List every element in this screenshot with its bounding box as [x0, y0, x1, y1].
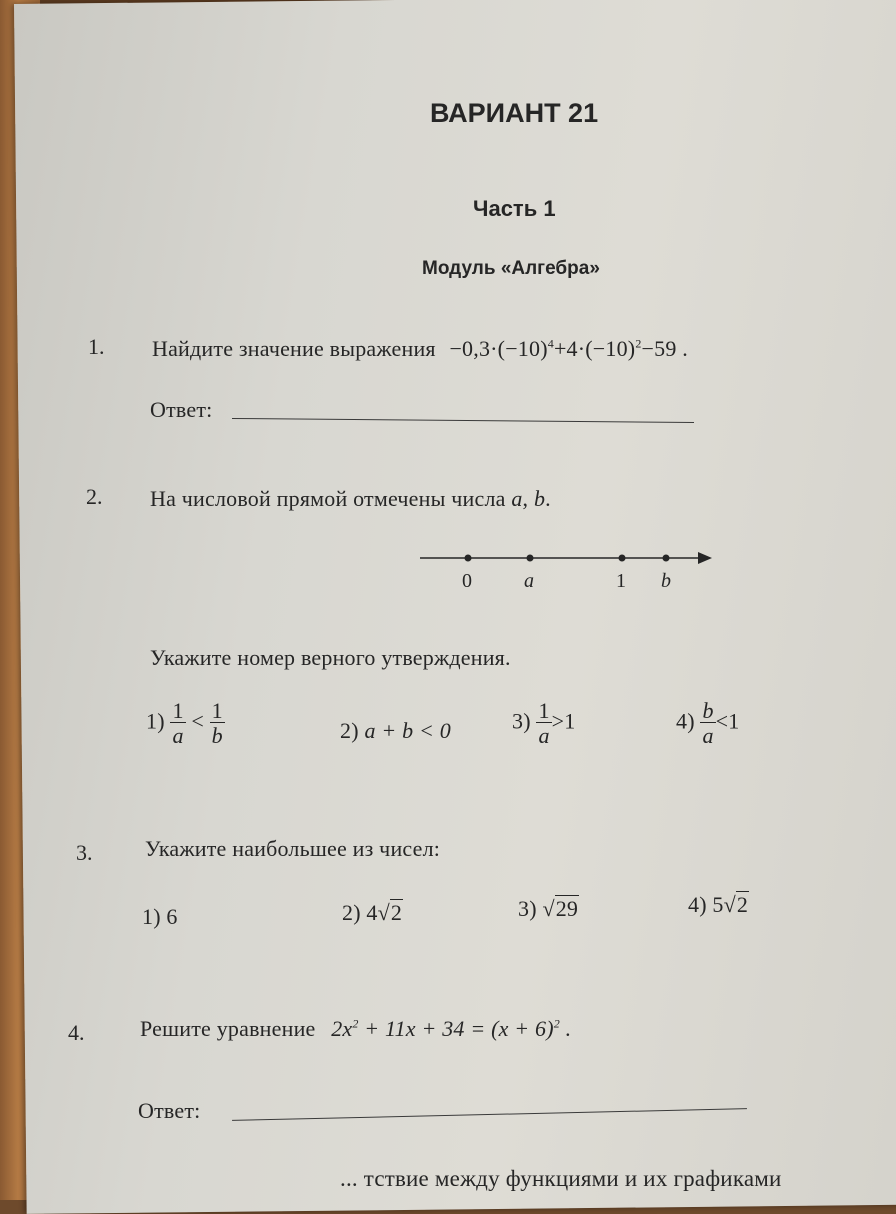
q2-option-1[interactable] — [146, 700, 225, 747]
number-line — [410, 545, 720, 600]
q5-cutoff-text: ... тствие между функциями и их графиками — [340, 1166, 782, 1191]
q1-answer-field[interactable] — [232, 418, 694, 423]
q3-option-1[interactable]: 1) 6 — [142, 904, 178, 929]
part-title: Часть 1 — [473, 196, 556, 221]
sqrt-sign: √ — [542, 896, 555, 921]
label-a: a — [524, 570, 534, 592]
variant-title: ВАРИАНТ 21 — [430, 98, 599, 128]
q4-lhs-exponent: 2 — [352, 1016, 359, 1031]
option-2-expression: a + b < 0 — [364, 718, 451, 743]
denominator: a — [702, 723, 714, 748]
fraction-1-over-a — [536, 700, 551, 747]
q1-expression — [449, 336, 688, 361]
numerator: b — [702, 698, 714, 723]
option-2-prefix: 2) 4 — [342, 900, 378, 925]
fraction-1-over-a — [170, 700, 185, 747]
fraction-1-over-b — [210, 700, 225, 747]
module-title: Модуль «Алгебра» — [422, 258, 600, 279]
q4-text — [140, 1016, 571, 1042]
q4-rhs-exponent: 2 — [553, 1016, 560, 1031]
q4-prompt: Решите уравнение — [140, 1016, 316, 1041]
radicand: 2 — [390, 900, 403, 925]
q2-var-a: a — [511, 486, 523, 511]
q2-number: 2. — [86, 484, 103, 509]
q2-option-2[interactable] — [340, 718, 451, 744]
denominator: a — [172, 723, 184, 748]
q1-expr-part-a: −0,3·(−10) — [449, 336, 548, 361]
numerator: 1 — [538, 698, 550, 723]
number-line-arrow — [698, 552, 712, 564]
q4-period: . — [559, 1016, 572, 1041]
q1-prompt: Найдите значение выражения — [152, 336, 436, 361]
point-one — [619, 555, 626, 562]
option-1-index: 1) — [146, 708, 165, 734]
q2-period: . — [545, 486, 551, 511]
denominator: a — [538, 723, 550, 748]
q1-number: 1. — [88, 334, 105, 359]
q1-text — [152, 336, 688, 362]
q3-number: 3. — [76, 840, 93, 865]
q4-equation — [331, 1016, 571, 1041]
q2-option-4[interactable] — [676, 700, 739, 747]
option-1-operator: < — [191, 708, 204, 734]
radicand: 29 — [555, 896, 579, 921]
numerator: 1 — [172, 698, 184, 723]
label-b: b — [661, 570, 671, 592]
q2-instruction: Укажите номер верного утверждения. — [150, 645, 511, 670]
q4-answer-label: Ответ: — [138, 1098, 201, 1123]
q1-expr-part-b: +4·(−10) — [553, 336, 636, 361]
q3-option-3[interactable] — [518, 896, 579, 922]
option-4-index: 4) — [676, 708, 695, 734]
q1-exponent-b: 2 — [635, 336, 642, 351]
q1-exponent-a: 4 — [547, 336, 554, 351]
q1-expr-part-c: −59 . — [641, 336, 688, 361]
option-2-index: 2) — [340, 718, 359, 743]
option-3-prefix: 3) — [518, 896, 543, 921]
q4-lhs-term: 2x — [331, 1016, 353, 1041]
label-one: 1 — [616, 570, 626, 592]
q4-answer-field[interactable] — [232, 1108, 747, 1121]
q3-option-4[interactable] — [688, 892, 749, 918]
option-3-index: 3) — [512, 708, 531, 734]
q3-text: Укажите наибольшее из чисел: — [145, 836, 441, 861]
denominator: b — [211, 723, 223, 748]
point-zero — [465, 555, 472, 562]
point-a — [527, 555, 534, 562]
q2-text — [150, 486, 551, 512]
option-4-prefix: 4) 5 — [688, 892, 724, 917]
radicand: 2 — [736, 892, 749, 917]
label-zero: 0 — [462, 570, 472, 592]
sqrt-sign: √ — [723, 892, 736, 917]
q3-option-2[interactable] — [342, 900, 403, 926]
sqrt-sign: √ — [377, 900, 390, 925]
numerator: 1 — [211, 698, 223, 723]
point-b — [663, 555, 670, 562]
q2-separator: , — [522, 486, 534, 511]
q2-var-b: b — [533, 486, 546, 511]
q2-prompt: На числовой прямой отмечены числа — [150, 486, 512, 511]
q1-answer-label: Ответ: — [150, 397, 213, 422]
fraction-b-over-a — [700, 700, 715, 747]
q2-option-3[interactable] — [512, 700, 575, 747]
q4-rest: + 11x + 34 = (x + 6) — [358, 1016, 554, 1041]
q4-number: 4. — [68, 1020, 85, 1045]
option-4-rest: <1 — [715, 708, 740, 734]
option-3-rest: >1 — [551, 708, 576, 734]
